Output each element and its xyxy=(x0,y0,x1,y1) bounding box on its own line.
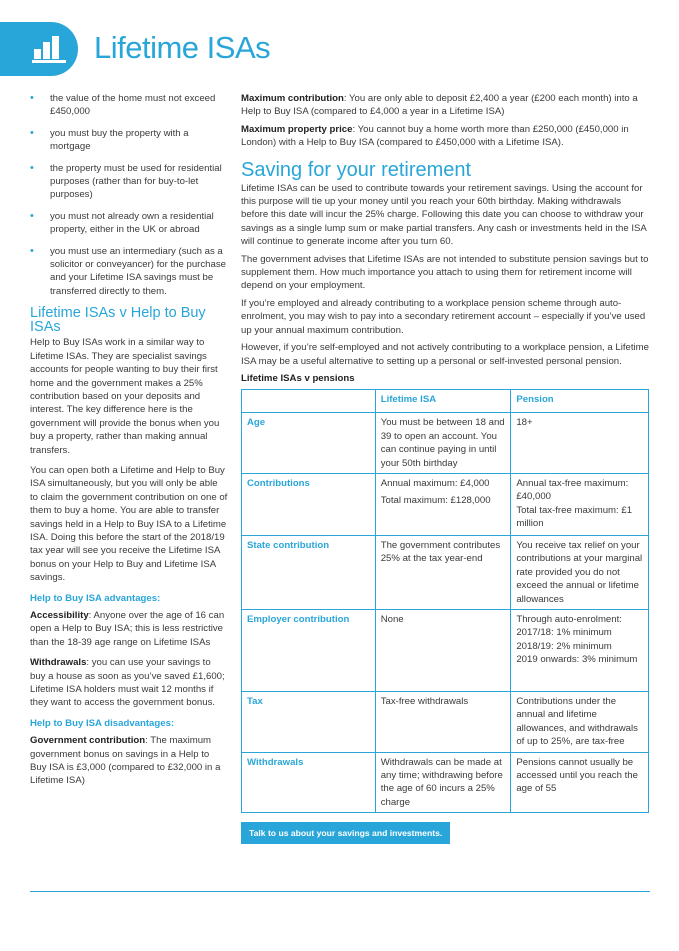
table-row xyxy=(242,752,649,813)
cell-text: Total maximum: £128,000 xyxy=(380,495,491,507)
row-label: Tax xyxy=(242,691,376,752)
cell-text: You receive tax relief on your contributions at your marginal rate provided you do not exceed the annual or lifetime allowances xyxy=(516,539,643,605)
table-cell xyxy=(375,473,511,535)
section-heading-help-to-buy: Lifetime ISAs v Help to Buy ISAs xyxy=(30,305,206,336)
paragraph: Help to Buy ISAs work in a similar way to Lifetime ISAs. They are specialist savings accounts for people wanting to buy their first home and the government makes a 25% contribution based on your deposits and interest. The key difference here is the government will provide the bonus when you buy a property, rather than making annual transfers. xyxy=(30,337,220,456)
cell-text: Pensions cannot usually be accessed until you reach the age of 55 xyxy=(516,756,638,795)
table-row xyxy=(242,535,649,609)
table-header-cell xyxy=(242,390,376,413)
advantage-text: : you can use your savings to buy a house as soon as you’ve saved £1,600; Lifetime ISA holders must wait 12 months if they want to access the government bonus. xyxy=(30,657,225,709)
max-contribution-label: Maximum contribution xyxy=(241,93,344,104)
cell-text: Total tax-free maximum: £1 million xyxy=(516,504,633,530)
cell-text: Annual maximum: £4,000 xyxy=(380,477,490,489)
advantage-label: Withdrawals xyxy=(30,657,87,669)
cell-text: Contributions under the annual and lifetime allowances, and withdrawals of up to 25%, are tax-free xyxy=(516,695,638,748)
table-cell xyxy=(375,535,511,609)
list-item: • you must buy the property with a mortgage xyxy=(30,127,228,154)
table-title: Lifetime ISAs v pensions xyxy=(241,372,355,384)
row-label: Age xyxy=(242,413,376,474)
advantage-label: Accessibility xyxy=(30,610,89,621)
paragraph: Lifetime ISAs can be used to contribute towards your retirement savings. Using the account for this purpose will tie up your money until you reach your 60th birthday. Making withdrawals before this date will incur the 25% charge. Following this date you can choose to withdraw your savings as a single lump sum or make partial transfers. Any cash or investments held in the ISA will continue to generate income after you turn 60. xyxy=(241,182,647,248)
max-contribution-text: : You are only able to deposit £2,400 a year (£200 each month) into a Help to Buy ISA (compared to £4,000 a year in a Lifetime ISA) xyxy=(241,93,638,118)
table-row xyxy=(242,473,649,535)
left-column xyxy=(30,92,228,795)
table-header-row xyxy=(242,390,649,413)
table-cell xyxy=(375,609,511,691)
table-cell xyxy=(511,691,649,752)
table-cell xyxy=(375,413,511,474)
advantage-accessibility xyxy=(30,609,228,649)
bar-chart-icon xyxy=(32,34,66,64)
cell-text: 2017/18: 1% minimum xyxy=(516,627,612,639)
cell-text: You must be between 18 and 39 to open an account. You can continue paying in until your 50th birthday xyxy=(380,417,505,469)
paragraph: You can open both a Lifetime and Help to Buy ISA simultaneously, but you will only be able to claim the government contribution on one of them to buy a home. You are able to transfer savings held in a Help to Buy ISA to a Lifetime ISA. Doing this before the start of the 2018/19 tax year will see you receive the Lifetime ISA bonus on your Help to Buy and Lifetime ISA savings. xyxy=(30,464,228,584)
table-header-cell: Pension xyxy=(511,390,649,413)
table-cell xyxy=(375,752,511,813)
disadvantages-heading: Help to Buy ISA disadvantages: xyxy=(30,717,175,729)
list-item: • you must not already own a residential property, either in the UK or abroad xyxy=(30,210,228,237)
list-item: • the property must be used for residential purposes (rather than for buy-to-let purposes) xyxy=(30,162,228,202)
right-column xyxy=(241,92,649,844)
table-row xyxy=(242,691,649,752)
cell-text: Withdrawals can be made at any time; withdrawing before the age of 60 incurs a 25% charge xyxy=(380,756,503,808)
table-row xyxy=(242,609,649,691)
disadvantage-label: Government contribution xyxy=(30,735,146,747)
list-item: • the value of the home must not exceed £450,000 xyxy=(30,92,228,119)
contact-us-button[interactable]: Talk to us about your savings and investments. xyxy=(241,822,450,844)
cell-text: 2019 onwards: 3% minimum xyxy=(516,654,638,666)
table-cell xyxy=(511,473,649,535)
maximum-property-price xyxy=(241,123,649,150)
row-label: State contribution xyxy=(242,535,376,609)
cell-text: 18+ xyxy=(516,417,533,429)
table-cell xyxy=(511,752,649,813)
table-cell xyxy=(511,609,649,691)
page-title: Lifetime ISAs xyxy=(94,30,271,65)
table-cell xyxy=(511,535,649,609)
cell-text: The government contributes 25% at the tax year-end xyxy=(380,539,501,565)
disadvantage-government-contribution xyxy=(30,734,228,788)
row-label: Withdrawals xyxy=(242,752,376,813)
paragraph: If you’re employed and already contributing to a workplace pension scheme through auto-enrolment, you may wish to pay into a secondary retirement account – especially if you’ve used up your annual maximum contribution. xyxy=(241,297,646,336)
max-price-text: : You cannot buy a home worth more than £250,000 (£450,000 in London) with a Help to Buy ISA (compared to £450,000 with a Lifetime ISA). xyxy=(241,123,629,149)
list-item: • you must use an intermediary (such as a solicitor or conveyancer) for the purchase and your Lifetime ISA savings must be transferred directly to them. xyxy=(30,245,228,299)
requirements-list xyxy=(30,92,228,298)
table-header-cell: Lifetime ISA xyxy=(375,390,511,413)
advantage-text: : Anyone over the age of 16 can open a Help to Buy ISA; this is less restrictive than the 18-39 age range on Lifetime ISAs xyxy=(30,610,225,648)
table-row xyxy=(242,413,649,474)
maximum-contribution xyxy=(241,92,649,119)
cell-text: None xyxy=(380,613,404,625)
max-price-label: Maximum property price xyxy=(241,123,353,135)
advantages-heading: Help to Buy ISA advantages: xyxy=(30,592,161,604)
advantage-withdrawals xyxy=(30,656,228,710)
footer-divider xyxy=(30,891,650,892)
header-badge xyxy=(0,22,78,76)
section-heading-retirement: Saving for your retirement xyxy=(241,158,472,181)
cell-text: Tax-free withdrawals xyxy=(380,695,469,707)
table-cell xyxy=(511,413,649,474)
cell-text: Through auto-enrolment: xyxy=(516,613,622,625)
comparison-table xyxy=(241,389,649,813)
paragraph: However, if you’re self-employed and not actively contributing to a workplace pension, a Lifetime ISA may be a useful alternative to setting up a personal or self-invested personal pension. xyxy=(241,342,649,367)
row-label: Contributions xyxy=(242,473,376,535)
paragraph: The government advises that Lifetime ISAs are not intended to substitute pension savings but to supplement them. How much importance you attach to using them for retirement income will depend on your employment. xyxy=(241,253,649,292)
cell-text: Annual tax-free maximum: £40,000 xyxy=(516,477,629,503)
disadvantage-text: : The maximum government bonus on savings in a Help to Buy ISA is £3,000 (compared to £32,000 in a Lifetime ISA) xyxy=(30,735,221,787)
cell-text: 2018/19: 2% minimum xyxy=(516,640,612,652)
row-label: Employer contribution xyxy=(242,609,376,691)
table-cell xyxy=(375,691,511,752)
